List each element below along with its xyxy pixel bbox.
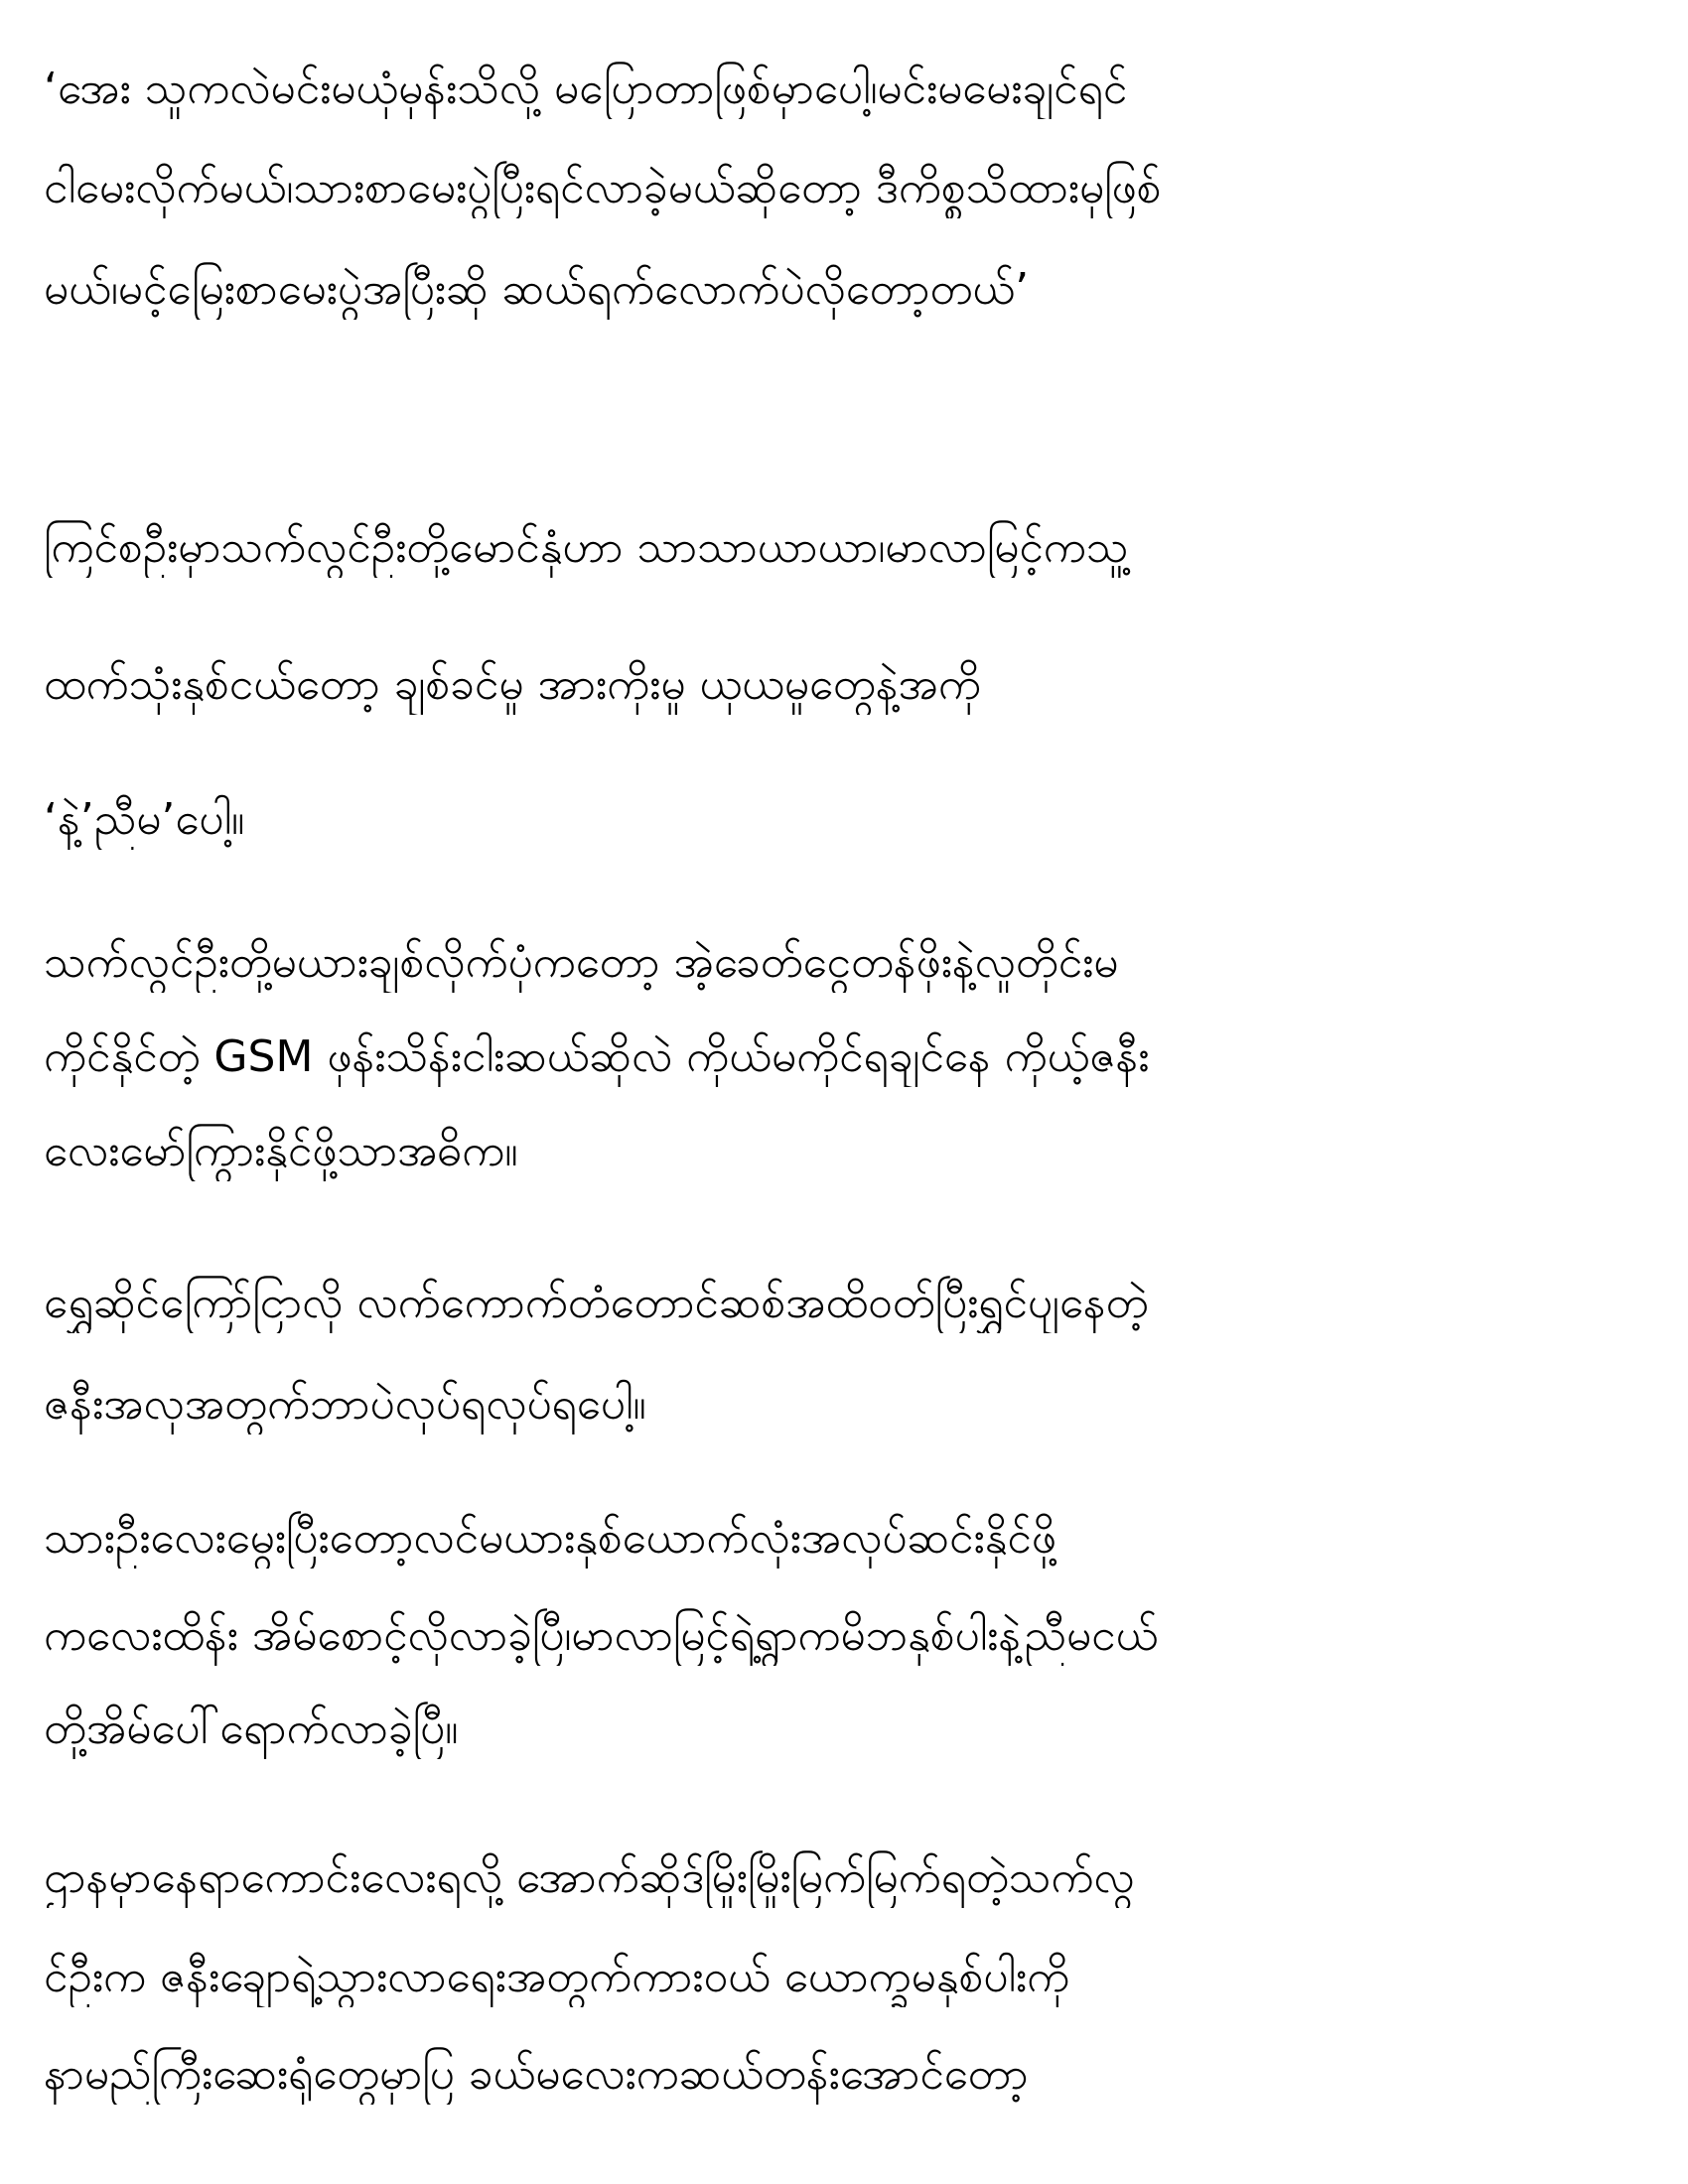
- text-line: နာမည်ကြီးဆေးရုံတွေမှာပြ ခယ်မလေးကဆယ်တန်းအောင်တော့: [44, 2049, 1029, 2100]
- text-line: ရွှေဆိုင်ကြော်ငြာလို လက်ကောက်တံတောင်ဆစ်အထိဝတ်ပြီးရွှင်ပျနေတဲ့: [44, 1278, 1149, 1328]
- text-line: ထက်သုံးနှစ်ငယ်တော့ ချစ်ခင်မှု အားကိုးမှု ယုယမှုတွေနဲ့အကို: [44, 659, 981, 710]
- text-line: လေးမော်ကြွားနိုင်ဖို့သာအဓိက။: [44, 1126, 518, 1176]
- text-line: ‘နဲ့’ညီမ’ပေါ့။: [44, 794, 245, 845]
- text-line: ဇနီးအလှအတွက်ဘာပဲလုပ်ရလုပ်ရပေါ့။: [44, 1379, 646, 1430]
- text-line: သားဦးလေးမွေးပြီးတော့လင်မယားနှစ်ယောက်လုံးအလုပ်ဆင်းနိုင်ဖို့: [44, 1513, 1056, 1564]
- text-line: ငါမေးလိုက်မယ်၊သားစာမေးပွဲပြီးရင်လာခဲ့မယ်ဆိုတော့ ဒီကိစ္စသိထားမှဖြစ်: [44, 163, 1162, 213]
- text-line: ဌာနမှာနေရာကောင်းလေးရလို့ အောက်ဆိုဒ်မြိုးမြိုးမြက်မြက်ရတဲ့သက်လွ: [44, 1852, 1135, 1903]
- text-line: ကြင်စဦးမှာသက်လွင်ဦးတို့မောင်နှံဟာ သာသာယာယာ၊မာလာမြင့်ကသူ့: [44, 522, 1129, 573]
- text-line: တို့အိမ်ပေါ်ရောက်လာခဲ့ပြီ။: [44, 1704, 459, 1754]
- text-line: မယ်၊မင့်မြေးစာမေးပွဲအပြီးဆို ဆယ်ရက်လောက်ပဲလိုတော့တယ်’: [44, 264, 1030, 315]
- text-line: ကိုင်နိုင်တဲ့ GSM ဖုန်းသိန်းငါးဆယ်ဆိုလဲ ကိုယ်မကိုင်ရချင်နေ ကိုယ့်ဇနီး: [44, 1031, 1150, 1082]
- text-line: င်ဦးက ဇနီးချောရဲ့သွားလာရေးအတွက်ကားဝယ် ယောက္ခမနှစ်ပါးကို: [44, 1952, 1070, 2002]
- text-line: သက်လွင်ဦးတို့မယားချစ်လိုက်ပုံကတော့ အဲ့ခေတ်ငွေတန်ဖိုးနဲ့လူတိုင်းမ: [44, 937, 1119, 988]
- text-line: ‘အေး သူကလဲမင်းမယုံမှန်းသိလို့ မပြောတာဖြစ်မှာပေါ့၊မင်းမမေးချင်ရင်: [44, 64, 1128, 114]
- text-line: ကလေးထိန်း အိမ်စောင့်လိုလာခဲ့ပြီ၊မာလာမြင့်ရဲ့ရွာကမိဘနှစ်ပါးနဲ့ညီမငယ်: [44, 1610, 1159, 1661]
